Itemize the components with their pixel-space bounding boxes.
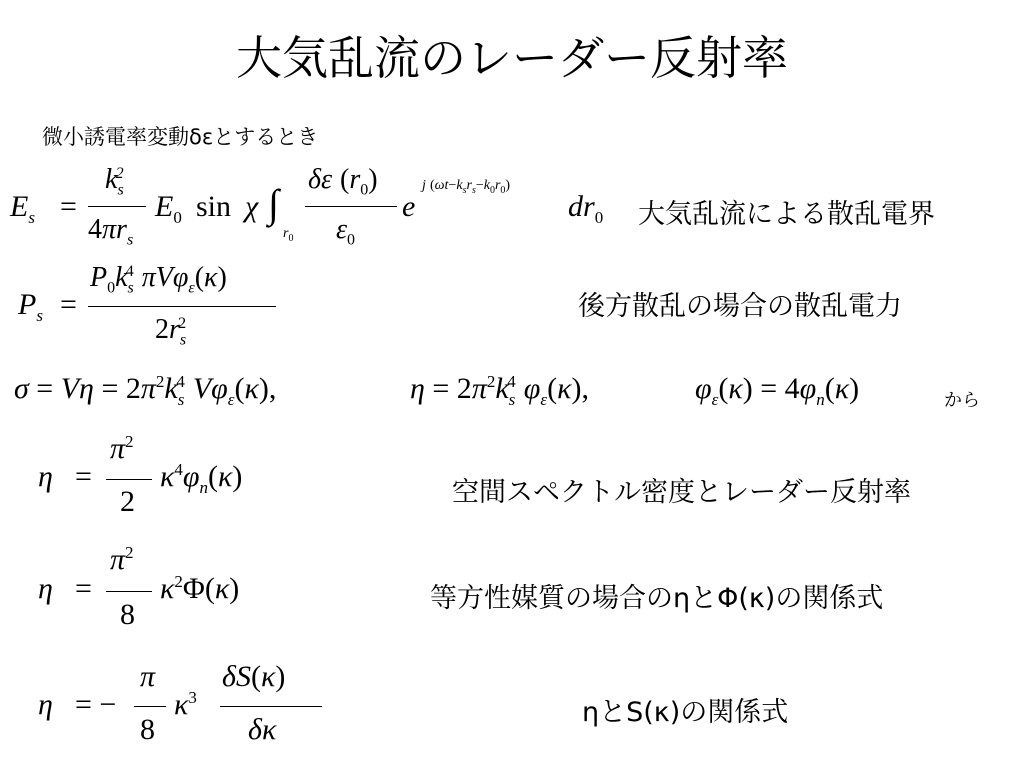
label-backscatter-power: 後方散乱の場合の散乱電力	[578, 291, 902, 322]
intro-text: 微小誘電率変動δεとするとき	[42, 125, 319, 149]
label-from: から	[944, 390, 980, 411]
label-eta-s: ηとS(κ)の関係式	[582, 697, 789, 728]
label-isotropic: 等方性媒質の場合のηとΦ(κ)の関係式	[430, 583, 884, 614]
slide-title: 大気乱流のレーダー反射率	[236, 31, 788, 85]
label-scatter-field: 大気乱流による散乱電界	[638, 199, 935, 230]
label-spectral: 空間スペクトル密度とレーダー反射率	[452, 477, 911, 508]
